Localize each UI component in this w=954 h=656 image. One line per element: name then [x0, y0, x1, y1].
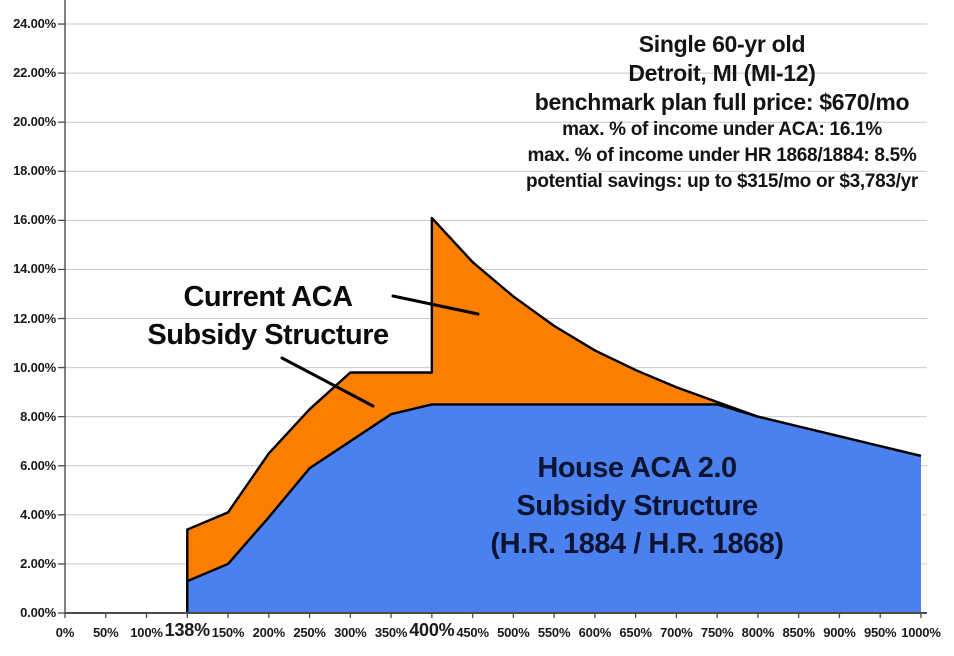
x-axis-label: 50% [93, 625, 119, 640]
y-axis-label: 20.00% [13, 114, 56, 130]
x-axis-label: 750% [700, 625, 734, 640]
y-axis-label: 12.00% [13, 310, 56, 326]
x-axis-label: 350% [374, 625, 408, 640]
x-axis-label: 650% [619, 625, 652, 640]
x-axis-label: 100% [130, 625, 163, 640]
x-axis-label: 950% [863, 625, 897, 640]
x-axis-label: 150% [211, 625, 245, 640]
scenario-info-block [492, 30, 952, 195]
x-axis-label: 0% [55, 625, 75, 640]
x-axis-label: 700% [660, 625, 693, 640]
current-aca-label-line1: Current ACA [183, 281, 353, 313]
house-aca-label-line3: (H.R. 1884 / H.R. 1868) [490, 528, 784, 560]
x-axis-label: 450% [456, 625, 489, 640]
y-axis-label: 14.00% [13, 261, 56, 277]
x-axis-label: 138% [164, 620, 210, 640]
info-max-hr: max. % of income under HR 1868/1884: 8.5% [527, 145, 917, 166]
y-axis-label: 8.00% [20, 408, 56, 424]
y-axis-label: 6.00% [20, 457, 56, 473]
info-max-aca: max. % of income under ACA: 16.1% [562, 119, 882, 140]
x-axis-label: 850% [782, 625, 815, 640]
info-location: Detroit, MI (MI-12) [628, 60, 816, 86]
y-axis-label: 16.00% [13, 212, 56, 228]
x-axis-label: 550% [537, 625, 571, 640]
x-axis-label: 1000% [901, 625, 941, 640]
y-axis-label: 0.00% [20, 605, 56, 620]
x-axis-label: 900% [823, 625, 856, 640]
y-axis-label: 24.00% [13, 16, 56, 32]
info-savings: potential savings: up to $315/mo or $3,783/yr [526, 171, 918, 192]
x-axis-label: 600% [578, 625, 612, 640]
y-axis-label: 22.00% [13, 65, 56, 81]
y-axis-label: 10.00% [13, 359, 56, 375]
x-axis-label: 400% [409, 620, 455, 640]
y-axis-label: 2.00% [20, 555, 56, 571]
x-axis-label: 800% [741, 625, 775, 640]
y-axis-label: 4.00% [20, 506, 56, 522]
x-axis-label: 250% [293, 625, 326, 640]
x-axis-label: 500% [497, 625, 530, 640]
current-aca-label-line2: Subsidy Structure [147, 319, 389, 351]
x-axis-label: 300% [334, 625, 367, 640]
house-aca-label-line1: House ACA 2.0 [537, 452, 737, 484]
current-aca-label [108, 278, 428, 354]
house-aca-label-line2: Subsidy Structure [516, 490, 758, 522]
info-benchmark: benchmark plan full price: $670/mo [534, 89, 910, 115]
house-aca-label [427, 449, 847, 563]
x-axis-label: 200% [252, 625, 286, 640]
info-person: Single 60-yr old [638, 31, 806, 57]
y-axis-label: 18.00% [13, 163, 56, 179]
